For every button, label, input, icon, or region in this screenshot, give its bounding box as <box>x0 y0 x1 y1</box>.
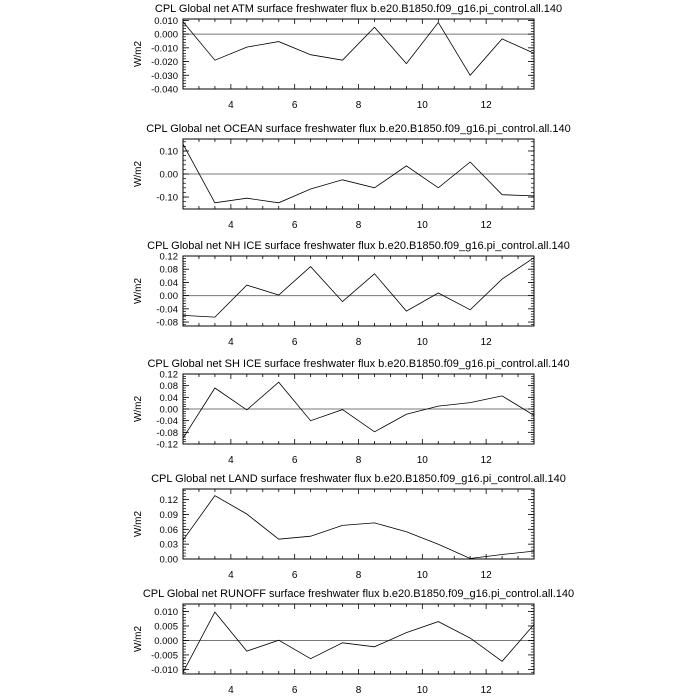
x-tick-label: 10 <box>416 455 428 466</box>
x-tick-label: 12 <box>480 100 492 111</box>
x-tick-label: 8 <box>355 455 362 466</box>
x-tick-label: 6 <box>291 100 298 111</box>
x-tick-label: 10 <box>416 685 428 696</box>
x-tick-label: 6 <box>291 220 298 231</box>
y-tick-label: 0.06 <box>159 524 178 536</box>
x-tick-label: 4 <box>228 455 234 466</box>
data-series-line <box>183 496 534 559</box>
y-tick-label: 0.10 <box>159 146 178 158</box>
y-tick-label: 0.005 <box>154 621 178 633</box>
x-tick-label: 12 <box>480 337 492 348</box>
y-tick-label: -0.12 <box>156 439 178 451</box>
y-tick-label: -0.04 <box>156 304 178 316</box>
data-series-line <box>183 144 534 203</box>
panel-3 <box>133 358 570 466</box>
y-axis-label: W/m2 <box>133 160 144 188</box>
panel-0 <box>133 3 562 111</box>
y-tick-label: -0.005 <box>151 650 178 662</box>
y-tick-label: 0.00 <box>159 169 178 181</box>
y-tick-label: 0.08 <box>159 264 178 276</box>
x-tick-label: 6 <box>291 455 298 466</box>
x-tick-label: 4 <box>228 220 234 231</box>
y-tick-label: 0.09 <box>159 509 178 521</box>
panel-2 <box>133 240 570 348</box>
y-tick-label: -0.010 <box>151 664 178 676</box>
x-tick-label: 4 <box>228 337 234 348</box>
plot-frame <box>183 19 534 89</box>
x-tick-label: 8 <box>355 685 362 696</box>
chart-title: CPL Global net ATM surface freshwater flux b.e20.B1850.f09_g16.pi_control.all.140 <box>154 3 563 15</box>
chart-title: CPL Global net RUNOFF surface freshwater flux b.e20.B1850.f09_g16.pi_control.all.140 <box>142 588 575 600</box>
y-tick-label: 0.010 <box>154 15 178 27</box>
plot-frame <box>183 604 534 674</box>
y-tick-label: 0.010 <box>154 607 178 619</box>
x-tick-label: 6 <box>291 337 298 348</box>
y-tick-label: -0.020 <box>151 57 178 69</box>
y-axis-label: W/m2 <box>133 625 144 653</box>
x-tick-label: 8 <box>355 100 362 111</box>
x-tick-label: 12 <box>480 570 492 581</box>
y-tick-label: 0.12 <box>159 251 178 263</box>
chart-title: CPL Global net OCEAN surface freshwater flux b.e20.B1850.f09_g16.pi_control.all.140 <box>146 123 571 135</box>
x-tick-label: 4 <box>228 100 234 111</box>
x-tick-label: 12 <box>480 685 492 696</box>
y-tick-label: 0.000 <box>154 29 178 41</box>
y-axis-label: W/m2 <box>133 40 144 68</box>
y-tick-label: -0.010 <box>151 43 178 55</box>
y-tick-label: 0.04 <box>159 392 178 404</box>
data-series-line <box>183 22 534 76</box>
x-tick-label: 12 <box>480 220 492 231</box>
y-tick-label: 0.12 <box>159 495 178 507</box>
x-tick-label: 4 <box>228 685 234 696</box>
y-axis-label: W/m2 <box>133 510 144 538</box>
x-tick-label: 8 <box>355 570 362 581</box>
x-tick-label: 10 <box>416 220 428 231</box>
x-tick-label: 6 <box>291 685 298 696</box>
chart-title: CPL Global net LAND surface freshwater flux b.e20.B1850.f09_g16.pi_control.all.140 <box>151 473 566 485</box>
x-tick-label: 6 <box>291 570 298 581</box>
y-tick-label: 0.000 <box>154 635 178 647</box>
y-tick-label: -0.08 <box>156 317 178 329</box>
chart-title: CPL Global net SH ICE surface freshwater flux b.e20.B1850.f09_g16.pi_control.all.140 <box>147 358 570 370</box>
y-tick-label: 0.12 <box>159 369 178 381</box>
y-tick-label: -0.030 <box>151 70 178 82</box>
x-tick-label: 12 <box>480 455 492 466</box>
x-tick-label: 8 <box>355 337 362 348</box>
panel-1 <box>133 123 571 231</box>
x-tick-label: 4 <box>228 570 234 581</box>
x-tick-label: 10 <box>416 100 428 111</box>
y-tick-label: 0.04 <box>159 277 178 289</box>
data-series-line <box>183 258 534 317</box>
data-series-line <box>183 612 534 672</box>
y-tick-label: 0.00 <box>159 291 178 303</box>
x-tick-label: 10 <box>416 570 428 581</box>
y-axis-label: W/m2 <box>133 277 144 305</box>
y-tick-label: -0.10 <box>156 192 178 204</box>
y-tick-label: 0.00 <box>159 404 178 416</box>
data-series-line <box>183 382 534 438</box>
y-tick-label: 0.03 <box>159 539 178 551</box>
plot-frame <box>183 256 534 326</box>
panel-4 <box>133 473 566 581</box>
y-tick-label: 0.00 <box>159 554 178 566</box>
y-tick-label: -0.08 <box>156 427 178 439</box>
panel-5 <box>133 588 574 696</box>
y-tick-label: 0.08 <box>159 381 178 393</box>
y-tick-label: -0.040 <box>151 84 178 96</box>
x-tick-label: 8 <box>355 220 362 231</box>
chart-title: CPL Global net NH ICE surface freshwater flux b.e20.B1850.f09_g16.pi_control.all.140 <box>147 240 570 252</box>
y-axis-label: W/m2 <box>133 395 144 423</box>
x-tick-label: 10 <box>416 337 428 348</box>
y-tick-label: -0.04 <box>156 416 178 428</box>
